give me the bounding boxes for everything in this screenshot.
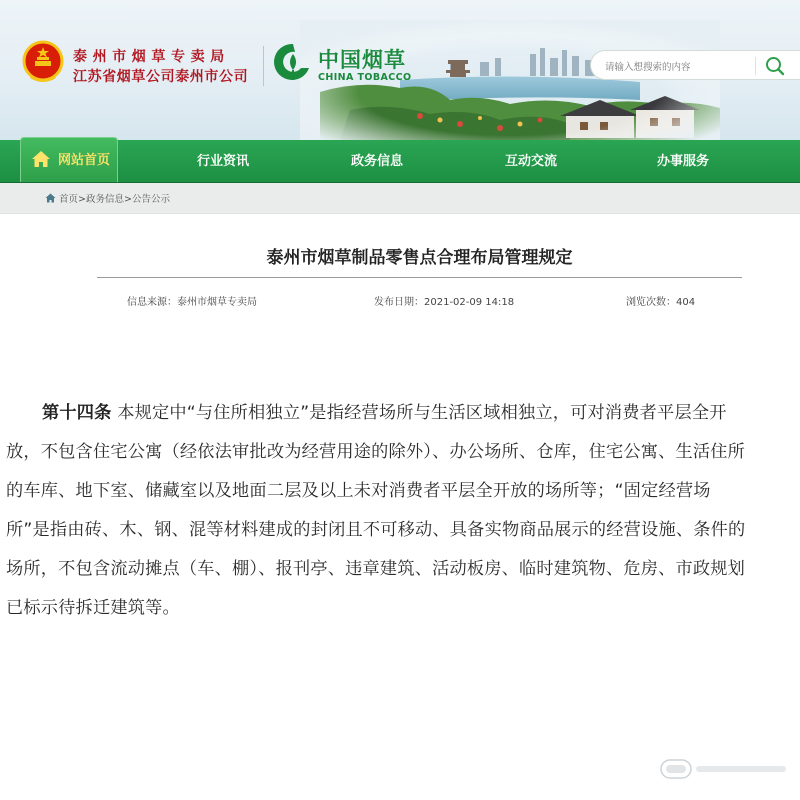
article-body xyxy=(6,394,754,628)
article-views: 浏览次数：404 xyxy=(626,297,696,308)
breadcrumb-bar xyxy=(0,183,800,214)
site-watermark-logo xyxy=(660,758,790,780)
article-source: 信息来源：泰州市烟草专卖局 xyxy=(127,297,257,308)
breadcrumb-home-link[interactable]: 首页 xyxy=(59,194,79,205)
brand-name-cn: 中国烟草 xyxy=(318,48,406,72)
breadcrumb-home-icon xyxy=(45,193,56,203)
breadcrumb xyxy=(45,191,170,205)
nav-item-home-label: 网站首页 xyxy=(58,153,111,168)
nav-item-industry-news[interactable]: 行业资讯 xyxy=(196,154,249,169)
header-banner xyxy=(0,0,800,140)
main-nav xyxy=(0,140,800,183)
breadcrumb-current[interactable]: 公告公示 xyxy=(131,194,170,205)
nav-item-interaction[interactable]: 互动交流 xyxy=(504,154,557,169)
search-icon[interactable] xyxy=(763,54,787,78)
bureau-name-line2: 江苏省烟草公司泰州市公司 xyxy=(73,69,249,85)
bureau-name xyxy=(73,47,248,87)
search-input[interactable] xyxy=(603,57,767,77)
china-tobacco-logo xyxy=(273,40,313,84)
nav-item-government-info[interactable]: 政务信息 xyxy=(350,154,403,169)
search-divider xyxy=(755,57,756,75)
title-divider xyxy=(97,277,742,278)
breadcrumb-separator: > xyxy=(124,194,132,205)
breadcrumb-separator: > xyxy=(78,194,86,205)
nav-item-services[interactable]: 办事服务 xyxy=(656,154,709,169)
brand-name-en: CHINA TOBACCO xyxy=(318,72,412,83)
clause-text: 本规定中“与住所相独立”是指经营场所与生活区域相独立，可对消费者平层全开放，不包含住宅公寓（经依法审批改为经营用途的除外）、办公场所、仓库，住宅公寓、生活住所的车库、地下室、储藏室以及地面二层及以上未对消费者平层全开放的场所等；“固定经营场所”是指由砖、木、钢、混等材料建成的封闭且不可移动、具备实物商品展示的经营设施、条件的场所，不包含流动摊点（车、棚）、报刊亭、违章建筑、活动板房、临时建筑物、危房、市政规划已标示待拆迁建筑等。 xyxy=(6,403,746,618)
article-title: 泰州市烟草制品零售点合理布局管理规定 xyxy=(266,248,573,268)
breadcrumb-section-link[interactable]: 政务信息 xyxy=(85,194,124,205)
home-icon xyxy=(31,149,51,169)
search-box xyxy=(590,50,800,80)
header-divider xyxy=(263,46,264,86)
nav-item-home[interactable] xyxy=(20,137,118,182)
article-date: 发布日期：2021-02-09 14:18 xyxy=(374,297,515,308)
bureau-name-line1: 泰州市烟草专卖局 xyxy=(73,49,230,65)
clause-label: 第十四条 xyxy=(42,403,112,423)
national-emblem-icon xyxy=(22,40,64,86)
